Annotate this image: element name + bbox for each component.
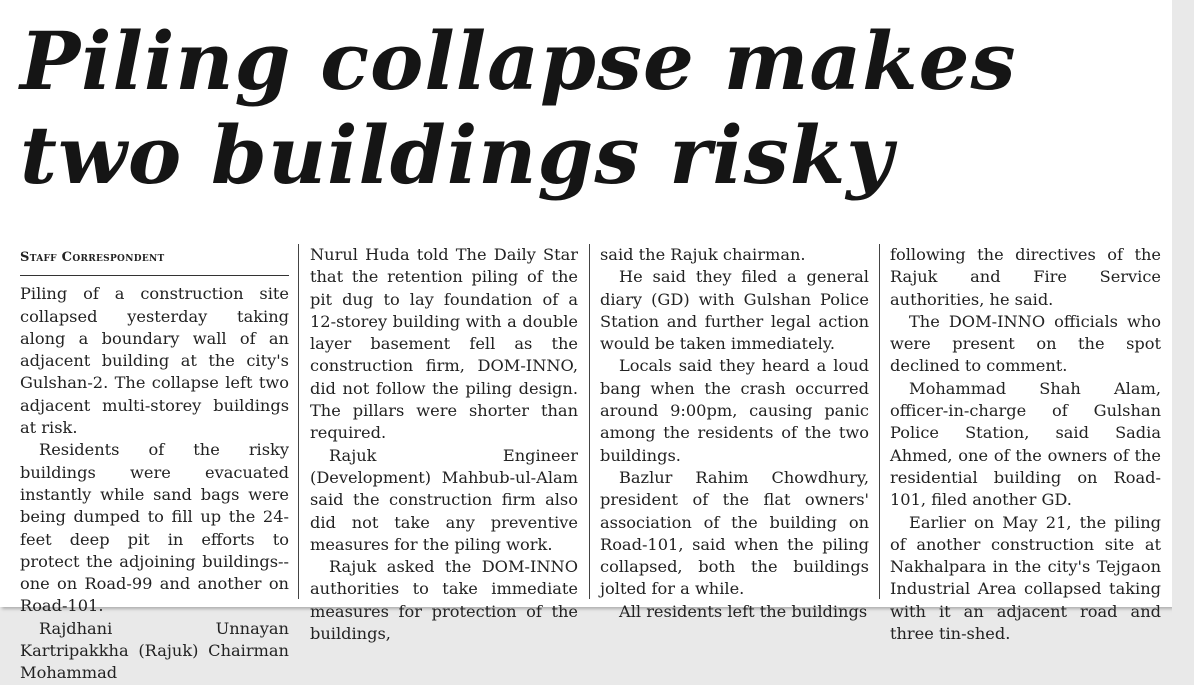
paragraph: He said they filed a general diary (GD) with Gulshan Police Station and further legal action would be taken immediately. bbox=[600, 267, 869, 354]
paragraph: All residents left the buildings bbox=[619, 601, 868, 621]
paragraph: Rajdhani Unnayan Kartripakkha (Rajuk) Chairman Mohammad bbox=[20, 618, 289, 683]
byline-rule bbox=[20, 275, 289, 276]
paragraph: Earlier on May 21, the piling of another construction site at Nakhalpara in the city's Tejgaon Industrial Area collapsed taking with it an adjacent road and three tin-shed. bbox=[890, 512, 1161, 644]
paragraph: The DOM-INNO officials who were present on the spot declined to comment. bbox=[890, 311, 1161, 376]
column-1 bbox=[20, 244, 289, 685]
column-divider bbox=[298, 244, 299, 599]
headline: Piling collapse makes two buildings risky bbox=[20, 14, 1017, 202]
column-3 bbox=[600, 244, 869, 623]
paragraph: Rajuk Engineer (Development) Mahbub-ul-Alam said the construction firm also did not take any preventive measures for the piling work. bbox=[310, 445, 578, 554]
column-divider bbox=[879, 244, 880, 599]
page-margin bbox=[1172, 0, 1194, 619]
column-divider bbox=[589, 244, 590, 599]
paragraph: said the Rajuk chairman. bbox=[600, 245, 806, 264]
column-4 bbox=[890, 244, 1161, 645]
paragraph: Piling of a construction site collapsed yesterday taking along a boundary wall of an adjacent building at the city's Gulshan-2. The collapse left two adjacent multi-storey buildings at risk. bbox=[20, 284, 289, 438]
byline: Staff Correspondent bbox=[20, 250, 165, 265]
paragraph: Mohammad Shah Alam, officer-in-charge of Gulshan Police Station, said Sadia Ahmed, one of the owners of the residential building on Road-101, filed another GD. bbox=[890, 378, 1161, 510]
column-2 bbox=[310, 244, 578, 645]
paragraph: Nurul Huda told The Daily Star that the retention piling of the pit dug to lay foundation of a 12-storey building with a double layer basement fell as the construction firm, DOM-INNO, did not follow the piling design. The pillars were shorter than required. bbox=[310, 245, 578, 443]
paragraph: Residents of the risky buildings were evacuated instantly while sand bags were being dumped to fill up the 24-feet deep pit in efforts to protect the adjoining buildings--one on Road-99 and another on Road-101. bbox=[20, 440, 289, 616]
paragraph: following the directives of the Rajuk and Fire Service authorities, he said. bbox=[890, 245, 1161, 309]
paragraph: Rajuk asked the DOM-INNO authorities to take immediate measures for protection of the buildings, bbox=[310, 557, 578, 644]
paragraph: Bazlur Rahim Chowdhury, president of the flat owners' association of the building on Road-101, said when the piling collapsed, both the buildings jolted for a while. bbox=[600, 467, 869, 599]
paragraph: Locals said they heard a loud bang when the crash occurred around 9:00pm, causing panic among the residents of the two buildings. bbox=[600, 356, 869, 465]
